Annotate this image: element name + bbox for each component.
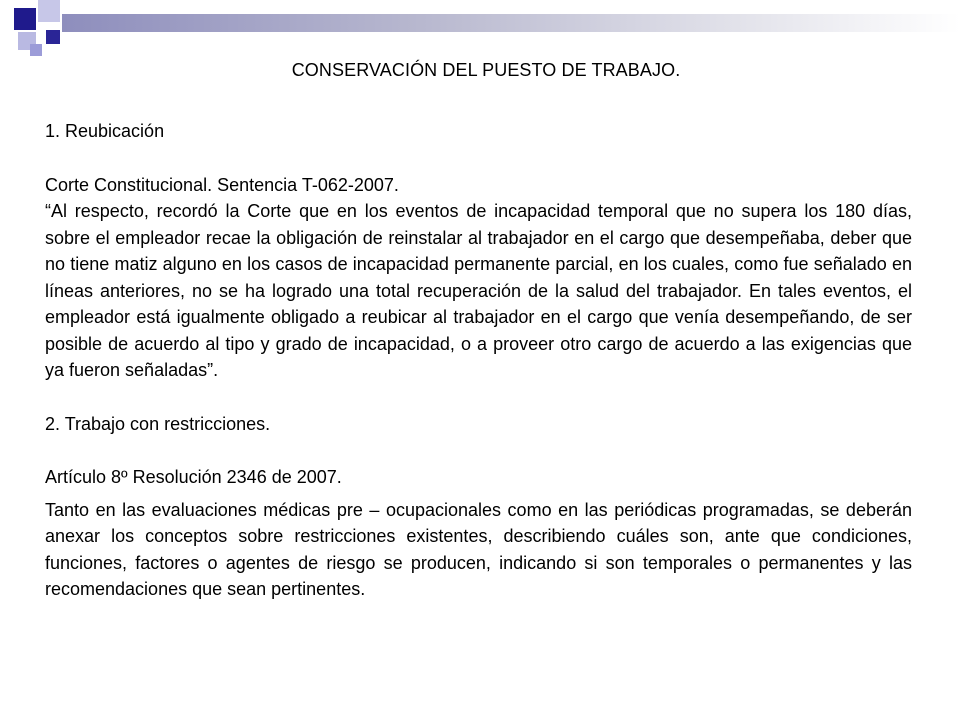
section1-heading: 1. Reubicación: [45, 121, 165, 141]
section2-source: Artículo 8º Resolución 2346 de 2007.: [45, 467, 342, 487]
decorative-square: [14, 8, 36, 30]
decorative-square: [30, 44, 42, 56]
slide-title: CONSERVACIÓN DEL PUESTO DE TRABAJO.: [291, 60, 681, 80]
decorative-gradient-bar: [62, 14, 960, 32]
decorative-square: [38, 0, 60, 22]
section2-heading: 2. Trabajo con restricciones.: [45, 413, 271, 434]
section2-body: Tanto en las evaluaciones médicas pre – ocupacionales como en las periódicas programadas, se deberán anexar los conceptos sobre restricciones existentes, describiendo cuáles son, ante que condiciones, funciones, factores o agentes de riesgo se producen, indicando si son temporales o permanentes y las recomendaciones que sean pertinentes.: [45, 499, 912, 599]
section1-source: Corte Constitucional. Sentencia T-062-2007.: [45, 174, 399, 195]
section1-quote: “Al respecto, recordó la Corte que en los eventos de incapacidad temporal que no supera los 180 días, sobre el empleador recae la obligación de reinstalar al trabajador en el cargo que desempeñaba, deber que no tiene matiz alguno en los casos de incapacidad permanente parcial, en los cuales, como fue señalado en líneas anteriores, no se ha logrado una total recuperación de la salud del trabajador. En tales eventos, el empleador está igualmente obligado a reubicar al trabajador en el cargo que venía desempeñando, de ser posible de acuerdo al tipo y grado de incapacidad, o a proveer otro cargo de acuerdo a las exigencias que ya fueron señaladas”.: [45, 201, 912, 380]
slide-content: [45, 118, 912, 603]
decorative-square: [46, 30, 60, 44]
